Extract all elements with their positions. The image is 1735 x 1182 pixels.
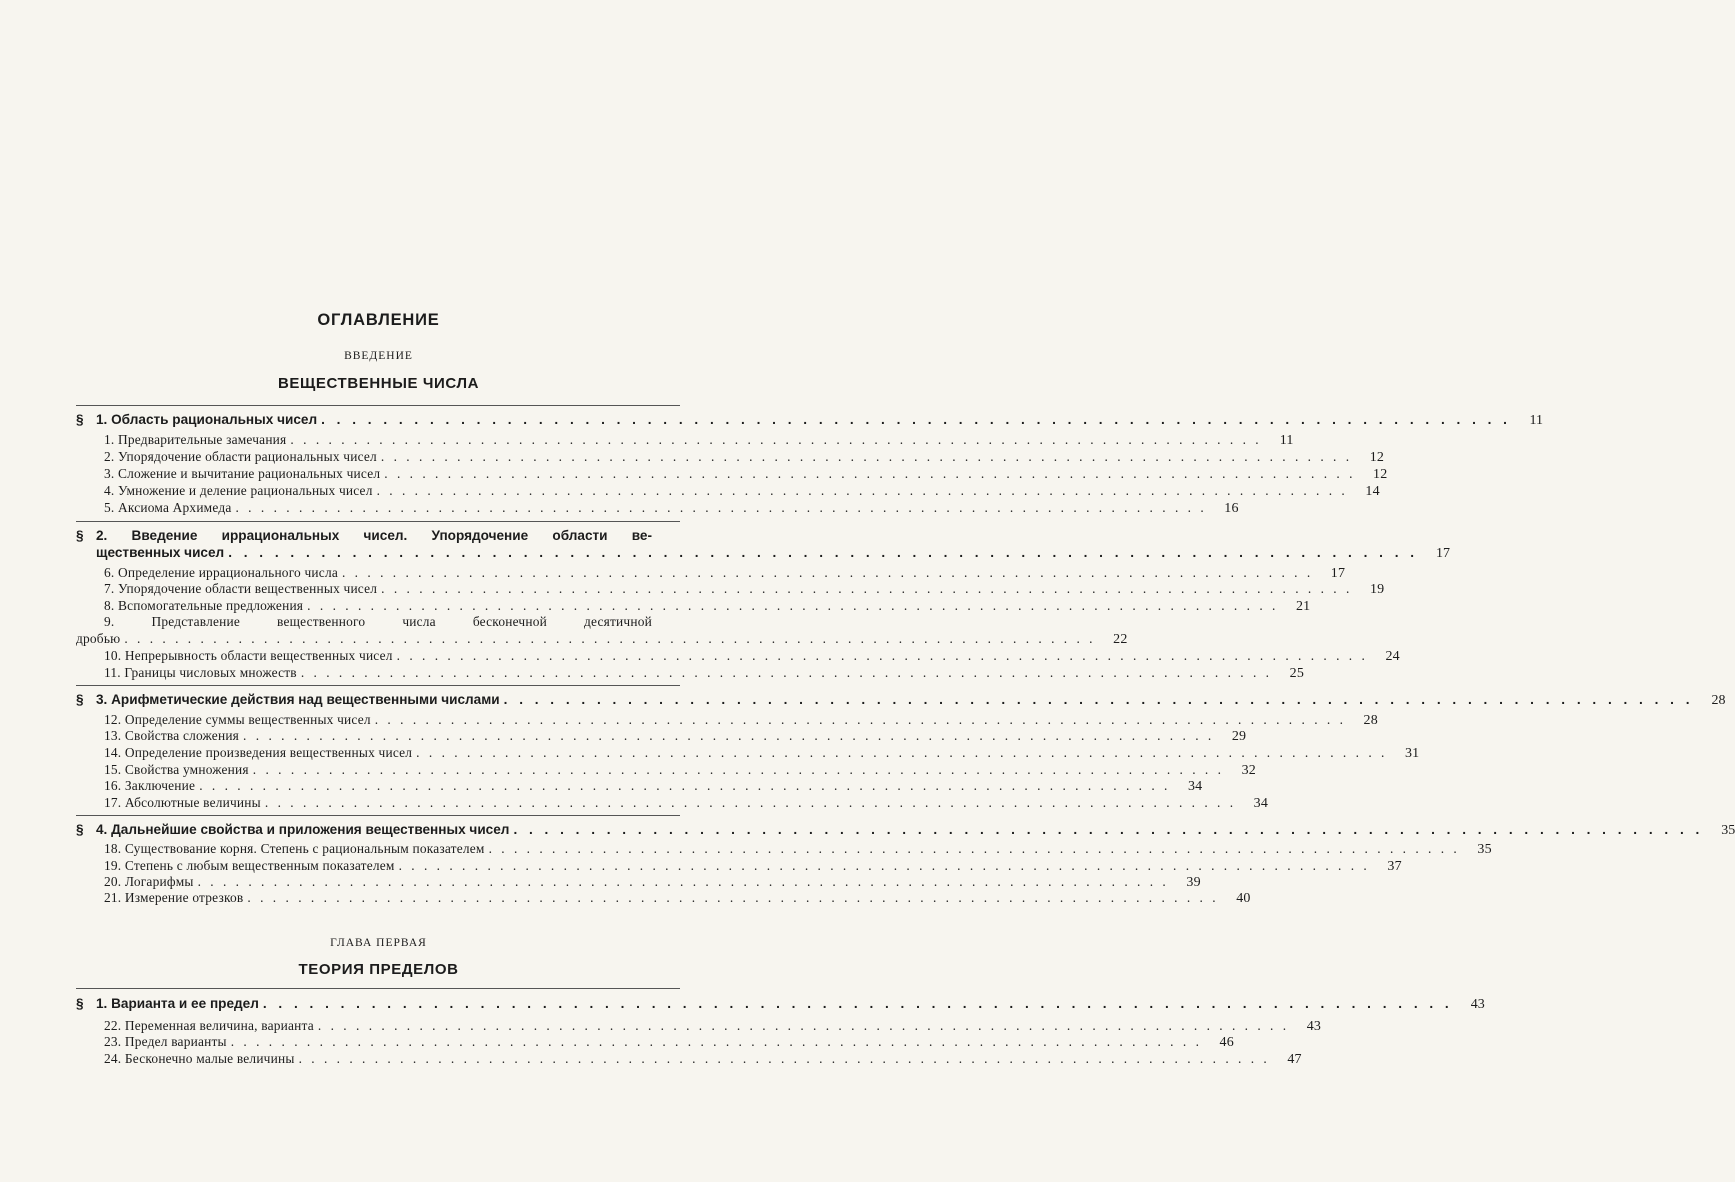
item-page: 24 (1385, 649, 1400, 664)
leader-dots (247, 889, 1218, 906)
item-title: 1. Предварительные замечания (104, 432, 287, 447)
item-title: 11. Границы числовых множеств (104, 665, 297, 680)
leader-dots (513, 821, 1703, 838)
item-title: 5. Аксиома Архимеда (104, 500, 232, 515)
leader-dots (228, 544, 1418, 561)
part-label-chapter-one: ГЛАВА ПЕРВАЯ (330, 937, 427, 949)
part-label-introduction: ВВЕДЕНИЕ (344, 350, 413, 362)
item-page: 34 (1187, 779, 1203, 794)
item-title: 15. Свойства умножения (104, 762, 249, 777)
item-page: 34 (1253, 796, 1269, 811)
item-page: 40 (1236, 891, 1251, 906)
toc-item[interactable] (104, 448, 1385, 466)
item-title: 24. Бесконечно малые величины (104, 1051, 295, 1066)
toc-item[interactable] (104, 431, 1294, 449)
section-sign: § (76, 692, 84, 707)
item-title: 6. Определение иррационального числа (104, 565, 338, 580)
toc-item[interactable] (104, 664, 1305, 682)
item-page: 17 (1330, 566, 1346, 581)
item-page: 47 (1287, 1052, 1302, 1067)
item-title: 22. Переменная величина, варианта (104, 1018, 314, 1033)
leader-dots (290, 431, 1261, 448)
toc-item[interactable] (104, 889, 1251, 907)
toc-item[interactable] (104, 727, 1247, 745)
leader-dots (231, 1033, 1202, 1050)
item-page: 35 (1477, 842, 1492, 857)
item-page: 21 (1295, 599, 1311, 614)
leader-dots (321, 411, 1511, 428)
item-title: 4. Умножение и деление рациональных чисел (104, 483, 373, 498)
section-divider (76, 685, 680, 686)
item-page: 43 (1306, 1019, 1322, 1034)
item-title-line1: 9. Представление вещественного числа бесконечной десятичной (104, 614, 652, 629)
toc-item[interactable] (104, 482, 1380, 500)
section-divider (76, 521, 680, 522)
item-title: 13. Свойства сложения (104, 728, 240, 743)
toc-section-ch1-1[interactable] (76, 995, 1485, 1013)
toc-title: ОГЛАВЛЕНИЕ (317, 311, 440, 329)
section-page: 43 (1470, 997, 1485, 1012)
toc-item[interactable] (104, 647, 1400, 665)
item-title: 7. Упорядочение области вещественных чисел (104, 581, 378, 596)
item-page: 12 (1373, 467, 1388, 482)
section-page: 28 (1711, 693, 1726, 708)
section-title: 1. Варианта и ее предел (96, 996, 259, 1011)
toc-section-3[interactable] (76, 691, 1726, 709)
leader-dots (263, 995, 1453, 1012)
item-page: 12 (1369, 450, 1385, 465)
section-sign: § (76, 412, 84, 427)
item-page: 14 (1365, 484, 1380, 499)
section-divider (76, 988, 680, 989)
item-title: 20. Логарифмы (104, 874, 194, 889)
item-page: 19 (1369, 582, 1385, 597)
leader-dots (377, 482, 1348, 499)
item-title: 17. Абсолютные величины (104, 795, 261, 810)
toc-item[interactable] (104, 840, 1492, 858)
part-title-limits: ТЕОРИЯ ПРЕДЕЛОВ (298, 961, 459, 978)
leader-dots (399, 857, 1370, 874)
leader-dots (381, 448, 1352, 465)
leader-dots (504, 691, 1694, 708)
leader-dots (235, 499, 1206, 516)
leader-dots (124, 630, 1095, 647)
toc-item[interactable] (76, 613, 1128, 648)
item-title: 14. Определение произведения вещественных чисел (104, 745, 413, 760)
section-sign: § (76, 528, 84, 543)
section-sign: § (76, 996, 84, 1011)
toc-item[interactable] (104, 465, 1388, 483)
toc-item[interactable] (104, 744, 1420, 762)
item-page: 28 (1363, 713, 1378, 728)
item-page: 39 (1186, 875, 1201, 890)
section-divider (76, 405, 680, 406)
section-divider (76, 815, 680, 816)
item-title: 21. Измерение отрезков (104, 890, 244, 905)
toc-item[interactable] (104, 1033, 1234, 1051)
toc-item[interactable] (104, 1050, 1302, 1068)
leader-dots (381, 580, 1352, 597)
leader-dots (342, 564, 1313, 581)
leader-dots (198, 873, 1169, 890)
item-title: 19. Степень с любым вещественным показателем (104, 858, 395, 873)
leader-dots (243, 727, 1214, 744)
item-title: 10. Непрерывность области вещественных чисел (104, 648, 393, 663)
section-page: 17 (1436, 546, 1451, 561)
leader-dots (253, 761, 1224, 778)
toc-item[interactable] (104, 499, 1239, 517)
toc-section-4[interactable] (76, 821, 1735, 839)
toc-item[interactable] (104, 580, 1385, 598)
leader-dots (307, 597, 1278, 614)
section-title: 1. Область рациональных чисел (96, 412, 318, 427)
section-title: 3. Арифметические действия над вещественными числами (96, 692, 500, 707)
section-title-line2: щественных чисел (96, 545, 225, 560)
leader-dots (299, 1050, 1270, 1067)
leader-dots (375, 711, 1346, 728)
item-title: 3. Сложение и вычитание рациональных чисел (104, 466, 381, 481)
toc-item[interactable] (104, 794, 1269, 812)
item-title: 23. Предел варианты (104, 1034, 227, 1049)
item-page: 32 (1241, 763, 1256, 778)
item-page: 46 (1219, 1035, 1234, 1050)
item-page: 11 (1279, 433, 1294, 448)
section-title-line1: 2. Введение иррациональных чисел. Упорядочение области ве- (96, 528, 652, 543)
item-page: 22 (1113, 632, 1128, 647)
leader-dots (301, 664, 1272, 681)
section-sign: § (76, 822, 84, 837)
leader-dots (397, 647, 1368, 664)
item-title: 16. Заключение (104, 778, 196, 793)
item-page: 31 (1404, 746, 1420, 761)
section-page: 35 (1721, 823, 1735, 838)
section-title: 4. Дальнейшие свойства и приложения вещественных чисел (96, 822, 510, 837)
leader-dots (318, 1017, 1289, 1034)
leader-dots (489, 840, 1460, 857)
item-title-line2: дробью (76, 631, 121, 646)
toc-section-2[interactable] (76, 527, 1451, 562)
item-title: 12. Определение суммы вещественных чисел (104, 712, 371, 727)
leader-dots (199, 777, 1170, 794)
item-title: 8. Вспомогательные предложения (104, 598, 304, 613)
leader-dots (384, 465, 1355, 482)
item-title: 2. Упорядочение области рациональных чисел (104, 449, 377, 464)
item-title: 18. Существование корня. Степень с рациональным показателем (104, 841, 485, 856)
item-page: 29 (1231, 729, 1247, 744)
item-page: 16 (1224, 501, 1239, 516)
leader-dots (265, 794, 1236, 811)
toc-item[interactable] (104, 777, 1203, 795)
item-page: 37 (1387, 859, 1402, 874)
section-page: 11 (1529, 413, 1543, 428)
item-page: 25 (1289, 666, 1305, 681)
leader-dots (416, 744, 1387, 761)
part-title-real-numbers: ВЕЩЕСТВЕННЫЕ ЧИСЛА (277, 375, 480, 392)
toc-section-1[interactable] (76, 411, 1543, 429)
